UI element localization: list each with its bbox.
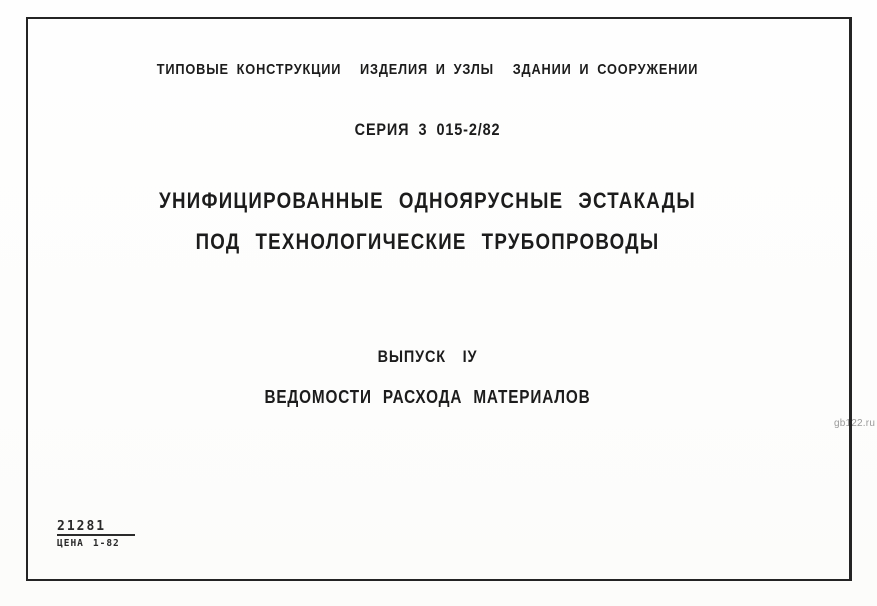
page-border-frame (26, 17, 852, 581)
stamp-number: 21281 (57, 520, 135, 536)
header-segment-products-units: ИЗДЕЛИЯ И УЗЛЫ (360, 61, 495, 78)
price-label: ЦЕНА (57, 538, 84, 549)
document-classification-header (88, 62, 767, 77)
document-subtitle: ВЕДОМОСТИ РАСХОДА МАТЕРИАЛОВ (264, 387, 591, 407)
header-segment-typical-constructions: ТИПОВЫЕ КОНСТРУКЦИИ (156, 61, 342, 78)
stamp-price-line (57, 539, 135, 549)
document-title-line-2: ПОД ТЕХНОЛОГИЧЕСКИЕ ТРУБОПРОВОДЫ (195, 229, 660, 254)
issue-number: ВЫПУСК IУ (377, 347, 478, 366)
price-stamp (57, 520, 135, 549)
watermark-text: gb122.ru (834, 418, 876, 429)
series-number: СЕРИЯ 3 015-2/82 (354, 120, 501, 139)
document-title-line-1: УНИФИЦИРОВАННЫЕ ОДНОЯРУСНЫЕ ЭСТАКАДЫ (159, 188, 696, 213)
header-segment-buildings-structures: ЗДАНИИ И СООРУЖЕНИИ (512, 61, 699, 78)
price-value: 1-82 (92, 538, 120, 549)
